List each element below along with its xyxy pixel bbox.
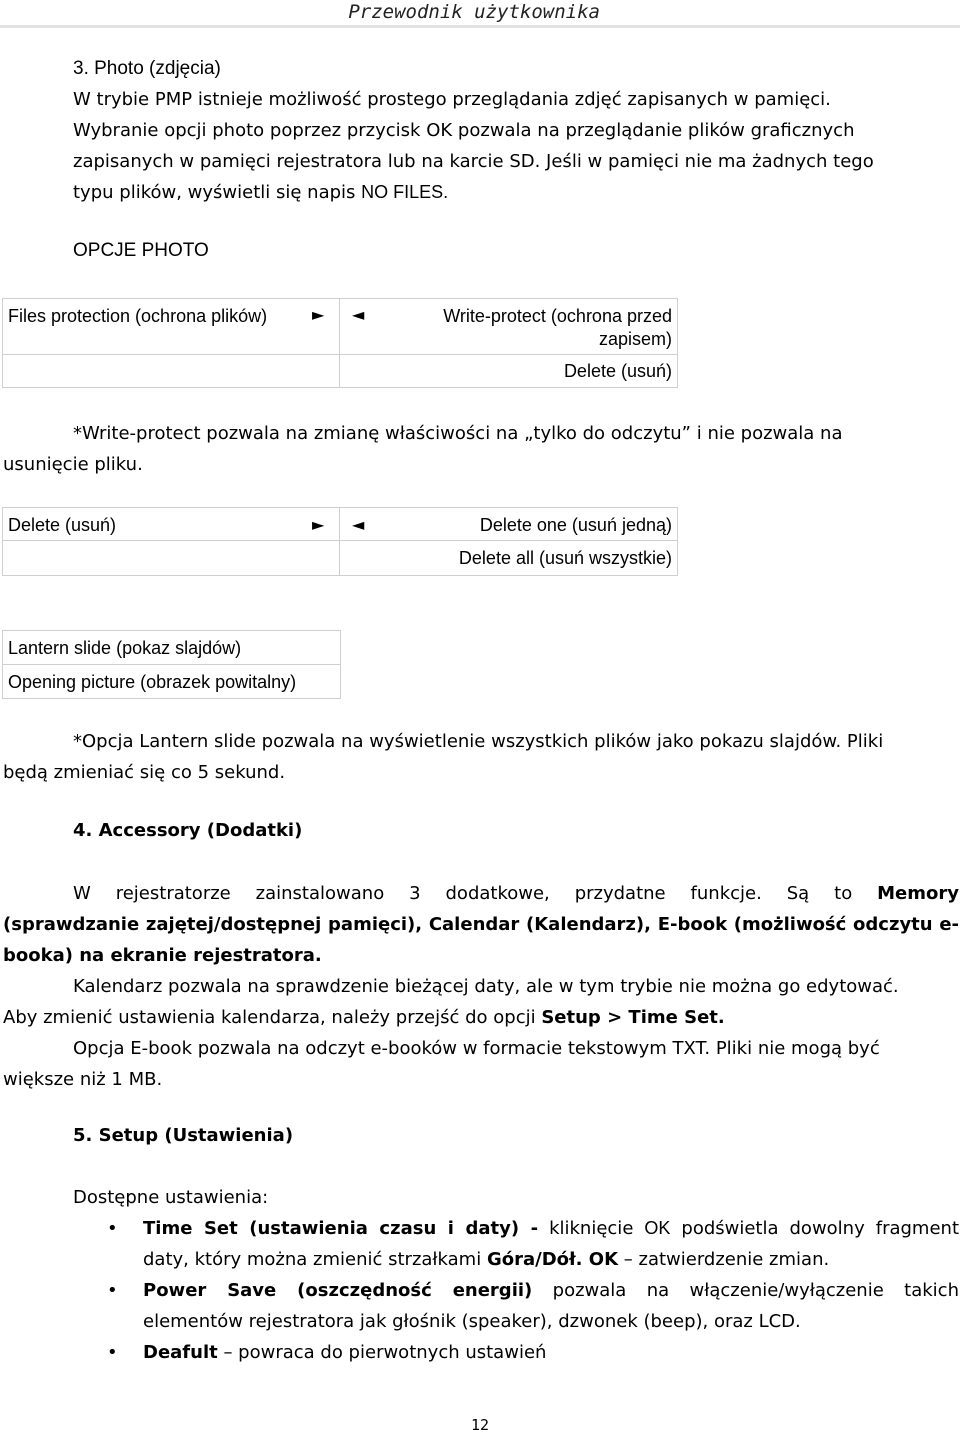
page-number: 12	[470, 1416, 490, 1434]
document-title: Przewodnik użytkownika	[348, 1, 600, 23]
opcje-photo-heading: OPCJE PHOTO	[73, 240, 209, 261]
accessory-heading: 4. Accessory (Dodatki)	[73, 820, 303, 841]
lantern-slide-note: *Opcja Lantern slide pozwala na wyświetlenie wszystkich plików jako pokazu slajdów. Pliki będą zmieniać się co 5 sekund.	[3, 731, 884, 783]
arrow-right-icon: ►	[312, 305, 325, 324]
delete-one-cell: Delete one (usuń jedną)	[340, 508, 678, 541]
accessory-paragraph: W rejestratorze zainstalowano 3 dodatkowe, przydatne funkcje. Są to Memory (sprawdzanie zajętej/dostępnej pamięci), Calendar (Kalendarz), E-book (możliwość odczytu e- booka) na ekranie rejestratora. Kalendarz pozwala na sprawdzenie bieżącej daty, ale w tym trybie nie można go edytować. Aby zmienić ustawienia kalendarza, należy przejść do opcji Setup > Time Set. Opcja E-book pozwala na odczyt e-booków w formacie tekstowym TXT. Pliki nie mogą być większe niż 1 MB.	[3, 883, 959, 1090]
write-protect-cell: Write-protect (ochrona przed zapisem)	[340, 299, 678, 355]
bullet-icon: •	[107, 1218, 118, 1239]
write-protect-note: *Write-protect pozwala na zmianę właściwości na „tylko do odczytu” i nie pozwala na usunięcie pliku.	[3, 423, 843, 475]
page-header	[0, 0, 960, 28]
lantern-slide-table	[2, 630, 341, 699]
setup-list	[107, 1213, 960, 1368]
files-protection-cell: Files protection (ochrona plików)	[3, 299, 340, 355]
arrow-left-icon: ◄	[352, 515, 365, 534]
opening-picture-cell: Opening picture (obrazek powitalny)	[3, 665, 341, 699]
delete-cell: Delete (usuń)	[340, 355, 678, 388]
list-item-continuation: elementów rejestratora jak głośnik (speaker), dzwonek (beep), oraz LCD.	[143, 1311, 801, 1332]
empty-cell	[3, 355, 340, 388]
photo-paragraph: W trybie PMP istnieje możliwość prostego przeglądania zdjęć zapisanych w pamięci. Wybranie opcji photo poprzez przycisk OK pozwala na przeglądanie plików graficznych zapisanych w pamięci rejestratora lub na karcie SD. Jeśli w pamięci nie ma żadnych tego typu plików, wyświetli się napis NO FILES.	[73, 89, 874, 203]
delete-all-cell: Delete all (usuń wszystkie)	[340, 541, 678, 576]
list-item-continuation: daty, który można zmienić strzałkami Góra/Dół. OK – zatwierdzenie zmian.	[143, 1249, 830, 1270]
list-item: • Deafult – powraca do pierwotnych ustawień	[143, 1337, 959, 1368]
photo-heading: 3. Photo (zdjęcia)	[73, 58, 221, 79]
bullet-icon: •	[107, 1342, 118, 1363]
list-item: • Time Set (ustawienia czasu i daty) - kliknięcie OK podświetla dowolny fragment	[143, 1213, 959, 1244]
empty-cell	[3, 541, 340, 576]
arrow-left-icon: ◄	[352, 305, 365, 324]
files-protection-table	[2, 298, 678, 388]
setup-intro: Dostępne ustawienia:	[73, 1187, 269, 1208]
delete-left-cell: Delete (usuń)	[3, 508, 340, 541]
bullet-icon: •	[107, 1280, 118, 1301]
setup-heading: 5. Setup (Ustawienia)	[73, 1125, 294, 1146]
lantern-slide-cell: Lantern slide (pokaz slajdów)	[3, 631, 341, 665]
arrow-right-icon: ►	[312, 515, 325, 534]
list-item: • Power Save (oszczędność energii) pozwala na włączenie/wyłączenie takich	[143, 1275, 959, 1306]
delete-table	[2, 507, 678, 576]
no-files-label: NO FILES.	[361, 182, 449, 202]
